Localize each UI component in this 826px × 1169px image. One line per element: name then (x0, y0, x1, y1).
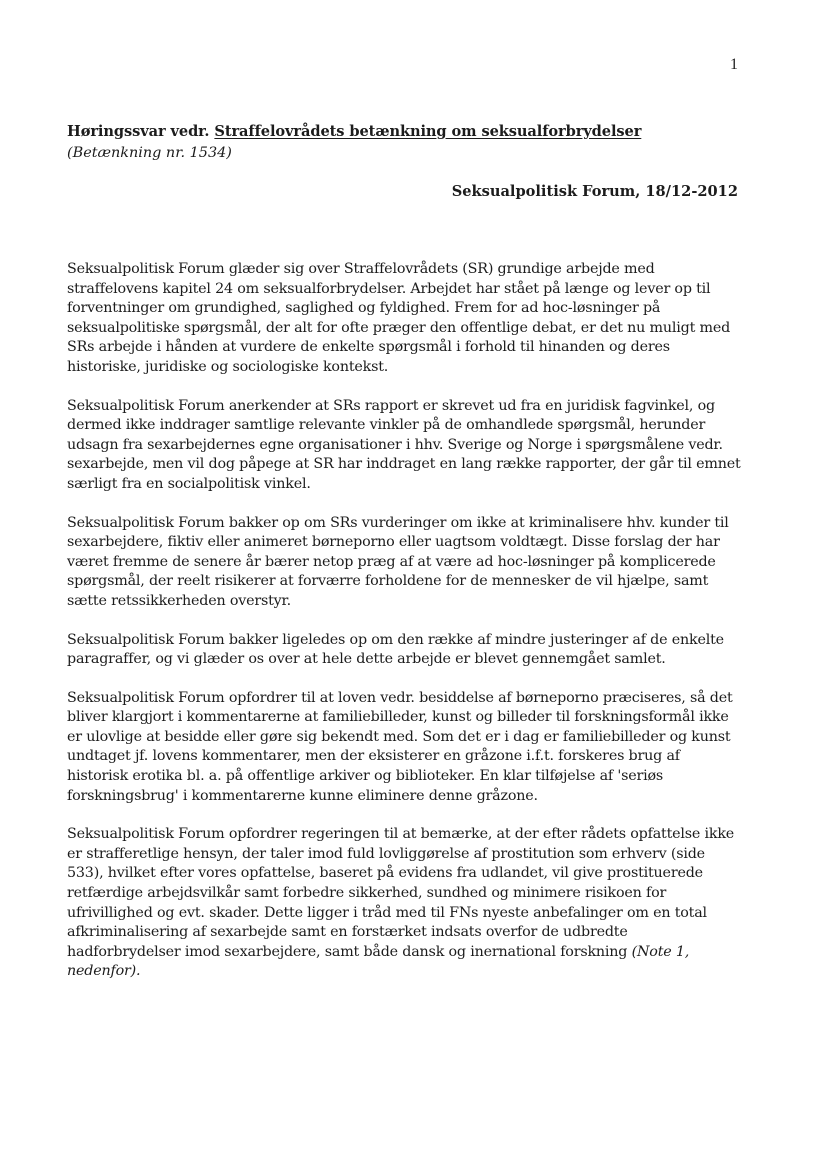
report-number: (Betænkning nr. 1534) (67, 145, 232, 161)
text-line: Seksualpolitisk Forum opfordrer til at loven vedr. besiddelse af børneporno præciseres, så det (67, 689, 733, 706)
paragraph-5 (67, 689, 747, 807)
text-line: straffelovens kapitel 24 om seksualforbrydelser. Arbejdet har stået på længe og lever op til (67, 280, 711, 297)
note-reference: (Note 1, (631, 943, 690, 960)
note-reference-continued: nedenfor). (67, 963, 141, 980)
text-line: sexarbejde, men vil dog påpege at SR har inddraget en lang række rapporter, der går til emnet (67, 456, 741, 473)
text-line: er strafferetlige hensyn, der taler imod fuld lovliggørelse af prostitution som erhverv (side (67, 845, 705, 862)
text-line: Seksualpolitisk Forum bakker op om SRs vurderinger om ikke at kriminalisere hhv. kunder til (67, 514, 729, 531)
text-line: Seksualpolitisk Forum anerkender at SRs rapport er skrevet ud fra en juridisk fagvinkel, og (67, 397, 715, 414)
text-line: spørgsmål, der reelt risikerer at forværre forholdene for de mennesker de vil hjælpe, samt (67, 573, 709, 590)
sender-and-date: Seksualpolitisk Forum, 18/12-2012 (451, 183, 738, 200)
paragraph-1 (67, 260, 747, 378)
text-line: ufrivillighed og evt. skader. Dette ligger i tråd med til FNs nyeste anbefalinger om en total (67, 904, 707, 921)
paragraph-3 (67, 514, 747, 612)
text-line: Seksualpolitisk Forum opfordrer regeringen til at bemærke, at der efter rådets opfattelse ikke (67, 826, 735, 843)
text-line: forskningsbrug' i kommentarerne kunne eliminere denne gråzone. (67, 787, 538, 804)
text-line: SRs arbejde i hånden at vurdere de enkelte spørgsmål i forhold til hinanden og deres (67, 339, 670, 356)
text-line: paragraffer, og vi glæder os over at hele dette arbejde er blevet gennemgået samlet. (67, 651, 666, 668)
text-line: Seksualpolitisk Forum glæder sig over Straffelovrådets (SR) grundige arbejde med (67, 261, 655, 277)
text-line: undtaget jf. lovens kommentarer, men der eksisterer en gråzone i.f.t. forskeres brug af (67, 748, 680, 765)
text-line: særligt fra en socialpolitisk vinkel. (67, 475, 311, 492)
text-line: forventninger om grundighed, saglighed og fyldighed. Frem for ad hoc-løsninger på (67, 300, 661, 317)
text-line: retfærdige arbejdsvilkår samt forbedre sikkerhed, sundhed og minimere risikoen for (67, 885, 667, 902)
text-line: bliver klargjort i kommentarerne at familiebilleder, kunst og billeder til forskningsformål ikke (67, 709, 729, 726)
text-line: historiske, juridiske og sociologiske kontekst. (67, 358, 389, 375)
text-line: 533), hvilket efter vores opfattelse, baseret på evidens fra udlandet, vil give prostituerede (67, 865, 703, 882)
text-line: dermed ikke inddrager samtlige relevante vinkler på de omhandlede spørgsmål, herunder (67, 417, 706, 434)
heading-prefix: Høringssvar vedr. (67, 123, 215, 140)
text-line: sætte retssikkerheden overstyr. (67, 592, 291, 609)
paragraph-4 (67, 631, 747, 670)
text-line: Seksualpolitisk Forum bakker ligeledes op om den række af mindre justeringer af de enkelte (67, 631, 724, 648)
text-line-content: hadforbrydelser imod sexarbejdere, samt både dansk og inernational forskning (67, 943, 632, 960)
paragraph-6 (67, 825, 747, 982)
text-line: afkriminalisering af sexarbejde samt en forstærket indsats overfor de udbredte (67, 924, 628, 941)
text-line (67, 943, 747, 963)
body-text (67, 260, 747, 1001)
heading-title: Straffelovrådets betænkning om seksualforbrydelser (214, 123, 642, 140)
text-line: seksualpolitiske spørgsmål, der alt for ofte præger den offentlige debat, er det nu muligt med (67, 319, 731, 336)
text-line: sexarbejdere, fiktiv eller animeret børneporno eller uagtsom voldtægt. Disse forslag der har (67, 534, 720, 551)
page-number: 1 (730, 56, 738, 73)
document-heading (67, 123, 641, 140)
text-line: været fremme de senere år bærer netop præg af at være ad hoc-løsninger på komplicerede (67, 553, 716, 570)
paragraph-2 (67, 397, 747, 495)
text-line: historisk erotika bl. a. på offentlige arkiver og biblioteker. En klar tilføjelse af 'seriøs (67, 768, 664, 785)
text-line: udsagn fra sexarbejdernes egne organisationer i hhv. Sverige og Norge i spørgsmålene vedr. (67, 436, 723, 453)
text-line: er ulovlige at besidde eller gøre sig bekendt med. Som det er i dag er familiebilleder og kunst (67, 728, 731, 745)
